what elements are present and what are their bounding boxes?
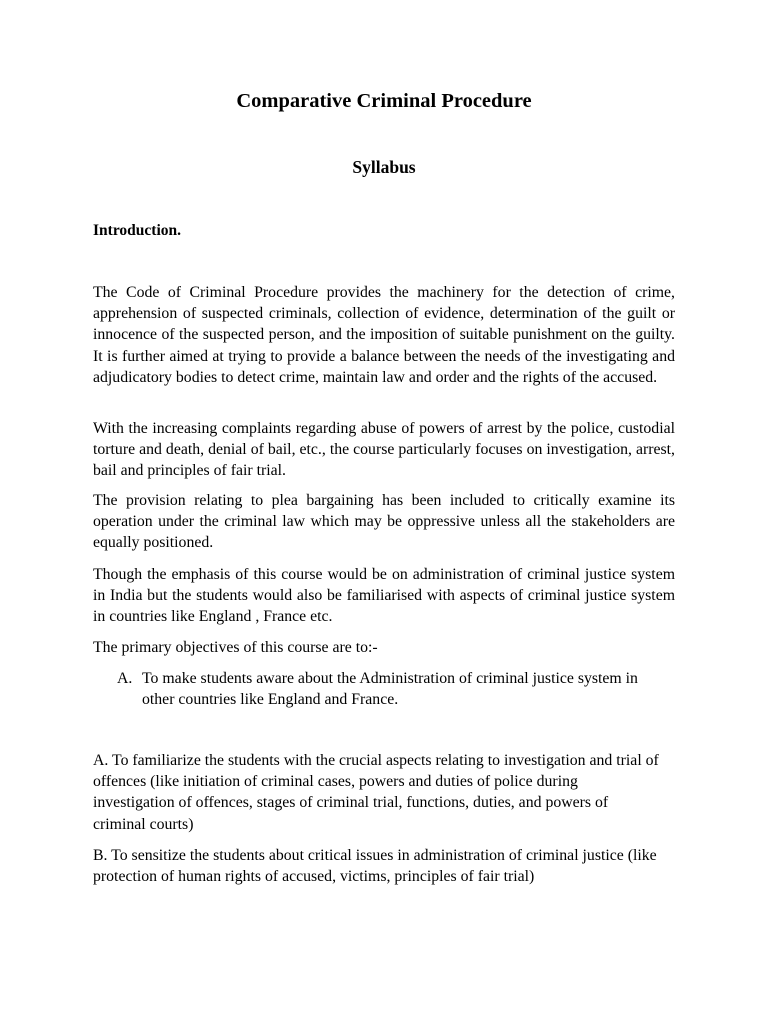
- page-title: Comparative Criminal Procedure: [236, 90, 532, 112]
- list-marker: A.: [117, 670, 133, 687]
- paragraph-focus: With the increasing complaints regarding abuse of powers of arrest by the police, custodial torture and death, denial of bail, etc., the course particularly focuses on investigation, arrest, bail and principles of fair trial.: [93, 420, 675, 480]
- paragraph-intro: The Code of Criminal Procedure provides the machinery for the detection of crime, apprehension of suspected criminals, collection of evidence, determination of the guilt or innocence of the suspected person, and the imposition of suitable punishment on the guilty. It is further aimed at trying to provide a balance between the needs of the investigating and adjudicatory bodies to detect crime, maintain law and order and the rights of the accused.: [93, 284, 675, 386]
- objective-a: A. To familiarize the students with the crucial aspects relating to investigation and trial of offences (like initiation of criminal cases, powers and duties of police during investigation of offences, stages of criminal trial, functions, duties, and powers of criminal courts): [93, 752, 659, 833]
- section-heading: Introduction.: [93, 222, 181, 239]
- page-subtitle: Syllabus: [352, 157, 416, 177]
- objective-b: B. To sensitize the students about critical issues in administration of criminal justice (like protection of human rights of accused, victims, principles of fair trial): [93, 847, 657, 886]
- paragraph-objectives-intro: The primary objectives of this course are to:-: [93, 639, 378, 656]
- list-item: [117, 668, 657, 710]
- paragraph-plea-bargaining: The provision relating to plea bargaining has been included to critically examine its operation under the criminal law which may be oppressive unless all the stakeholders are equally positioned.: [93, 492, 675, 552]
- list-item-text: To make students aware about the Administration of criminal justice system in other countries like England and France.: [142, 670, 638, 709]
- paragraph-emphasis: Though the emphasis of this course would be on administration of criminal justice system in India but the students would also be familiarised with aspects of criminal justice system in countries like England , France etc.: [93, 566, 675, 626]
